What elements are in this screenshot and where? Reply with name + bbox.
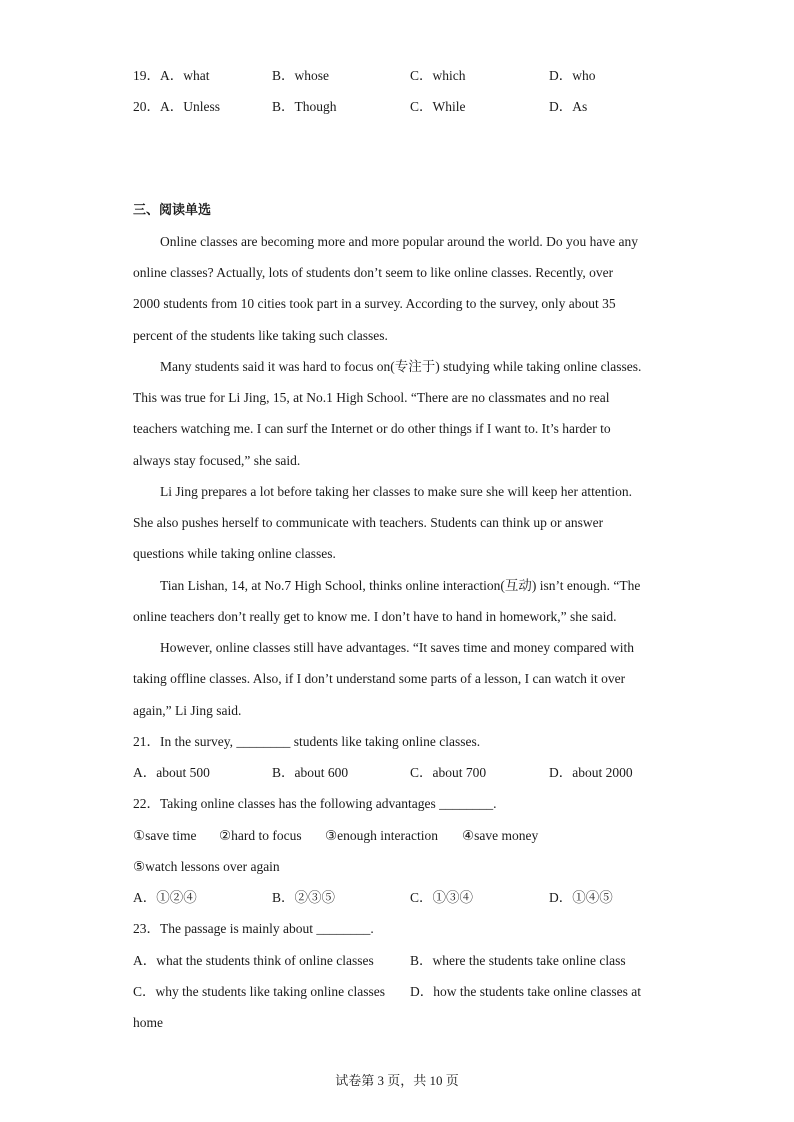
q23-option-b: B．where the students take online class	[410, 953, 626, 968]
passage-line: teachers watching me. I can surf the Internet or do other things if I want to. It’s harder to	[133, 421, 611, 436]
q20-option-d: D．As	[549, 99, 588, 114]
q21-option-a: A．about 500	[133, 765, 210, 780]
passage-line: Many students said it was hard to focus on(专注于) studying while taking online classes.	[160, 359, 642, 374]
q23-stem: 23．The passage is mainly about ________.	[133, 921, 374, 936]
passage-line: online teachers don’t really get to know me. I don’t have to hand in homework,” she said.	[133, 609, 617, 624]
q22-option-a: A．①②④	[133, 890, 197, 905]
passage-line: Tian Lishan, 14, at No.7 High School, thinks online interaction(互动) isn’t enough. “The	[160, 578, 641, 593]
passage-line: 2000 students from 10 cities took part in a survey. According to the survey, only about 35	[133, 296, 616, 311]
passage-line: percent of the students like taking such classes.	[133, 328, 388, 343]
q19-option-b: B．whose	[272, 68, 329, 83]
passage-line: online classes? Actually, lots of students don’t seem to like online classes. Recently, over	[133, 265, 614, 280]
q22-item-3: ③enough interaction	[325, 828, 438, 843]
q22-item-5: ⑤watch lessons over again	[133, 859, 280, 874]
q19-option-c: C．which	[410, 68, 466, 83]
q21-option-c: C．about 700	[410, 765, 487, 780]
q21-option-d: D．about 2000	[549, 765, 633, 780]
q21-option-b: B．about 600	[272, 765, 349, 780]
q23-option-a: A．what the students think of online classes	[133, 953, 374, 968]
q22-item-1: ①save time	[133, 828, 197, 843]
passage-line: again,” Li Jing said.	[133, 703, 242, 718]
q23-option-d: D．how the students take online classes at	[410, 984, 641, 999]
q22-item-4: ④save money	[462, 828, 539, 843]
q19-option-d: D．who	[549, 68, 596, 83]
passage-line: Li Jing prepares a lot before taking her classes to make sure she will keep her attention.	[160, 484, 632, 499]
q23-option-c: C．why the students like taking online classes	[133, 984, 385, 999]
passage-line: However, online classes still have advantages. “It saves time and money compared with	[160, 640, 635, 655]
section-title: 三、阅读单选	[133, 203, 212, 218]
passage-line: This was true for Li Jing, 15, at No.1 High School. “There are no classmates and no real	[133, 390, 610, 405]
q23-option-d-continued: home	[133, 1015, 163, 1030]
page-footer: 试卷第 3 页，共 10 页	[335, 1073, 459, 1088]
q20-option-b: B．Though	[272, 99, 337, 114]
q20-option-c: C．While	[410, 99, 466, 114]
q22-option-c: C．①③④	[410, 890, 474, 905]
passage-line: She also pushes herself to communicate with teachers. Students can think up or answer	[133, 515, 604, 530]
q20-option-a: 20．A．Unless	[133, 99, 220, 114]
q22-stem: 22．Taking online classes has the following advantages ________.	[133, 796, 497, 811]
q22-option-b: B．②③⑤	[272, 890, 336, 905]
q21-stem: 21．In the survey, ________ students like taking online classes.	[133, 734, 481, 749]
passage-line: Online classes are becoming more and more popular around the world. Do you have any	[160, 234, 638, 249]
passage-line: questions while taking online classes.	[133, 546, 336, 561]
q22-option-d: D．①④⑤	[549, 890, 613, 905]
q22-item-2: ②hard to focus	[219, 828, 302, 843]
q19-option-a: 19．A．what	[133, 68, 210, 83]
passage-line: taking offline classes. Also, if I don’t understand some parts of a lesson, I can watch it over	[133, 671, 626, 686]
passage-line: always stay focused,” she said.	[133, 453, 301, 468]
